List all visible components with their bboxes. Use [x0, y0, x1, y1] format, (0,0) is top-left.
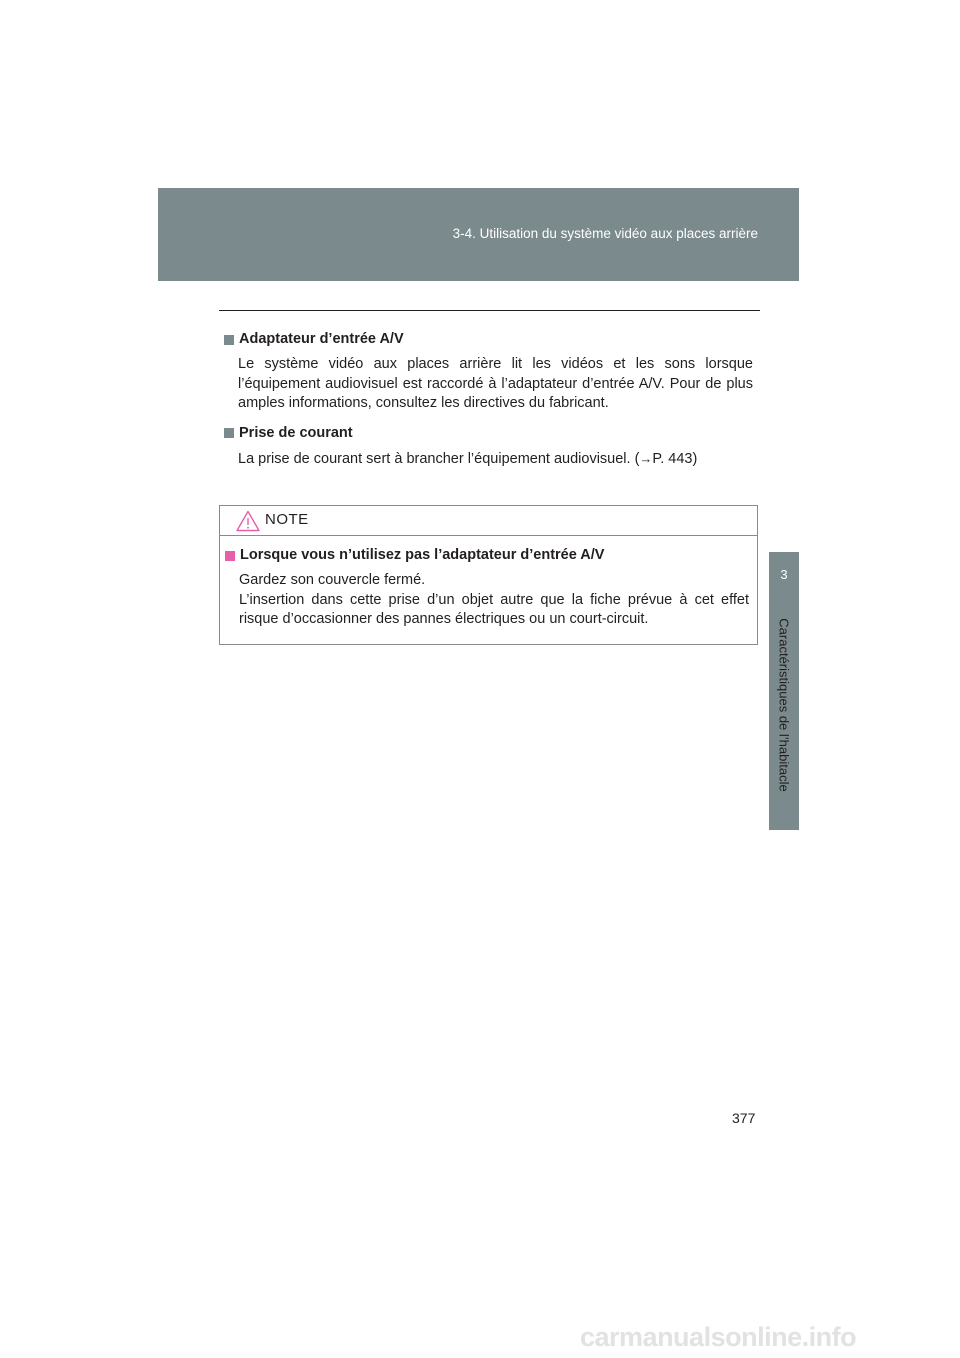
square-bullet-icon: [224, 335, 234, 345]
section-title: 3-4. Utilisation du système vidéo aux places arrière: [452, 226, 758, 241]
item-heading-label: Prise de courant: [239, 424, 353, 441]
note-line-2: L’insertion dans cette prise d’un objet autre que la fiche prévue à cet effet risque d’occasionner des pannes électriques ou un court-circuit.: [239, 591, 749, 627]
item-heading-power-outlet: [224, 424, 753, 443]
note-heading: [225, 546, 749, 565]
square-bullet-icon: [225, 551, 235, 561]
item-body-power-outlet: [238, 449, 753, 470]
chapter-number: 3: [780, 567, 788, 582]
watermark: carmanualsonline.info: [580, 1322, 857, 1352]
note-title: NOTE: [265, 511, 309, 528]
item-heading-label: Adaptateur d’entrée A/V: [239, 331, 404, 347]
note-content: [220, 536, 757, 630]
warning-triangle-icon: [236, 510, 260, 532]
item-body-text: La prise de courant sert à brancher l’équipement audiovisuel. (: [238, 450, 640, 467]
square-bullet-icon: [224, 428, 234, 438]
note-heading-label: Lorsque vous n’utilisez pas l’adaptateur d’entrée A/V: [240, 547, 605, 563]
note-line-1: Gardez son couvercle fermé.: [239, 572, 426, 588]
note-box: [219, 505, 758, 645]
note-body: [239, 571, 749, 630]
chapter-label: Caractéristiques de l’habitacle: [776, 618, 792, 792]
section-header-band: [158, 188, 799, 281]
section-divider: [219, 310, 760, 311]
note-header: [220, 506, 757, 536]
page-number: 377: [732, 1110, 756, 1126]
item-heading-av-adapter: [224, 330, 753, 349]
page-reference-link[interactable]: P. 443): [652, 450, 698, 467]
main-content: [224, 330, 753, 469]
arrow-right-icon: →: [639, 450, 653, 466]
item-body-av-adapter: Le système vidéo aux places arrière lit les vidéos et les sons lorsque l’équipement audiovisuel est raccordé à l’adaptateur d’entrée A/V. Pour de plus amples informations, consultez les directives du fabricant.: [238, 356, 753, 411]
